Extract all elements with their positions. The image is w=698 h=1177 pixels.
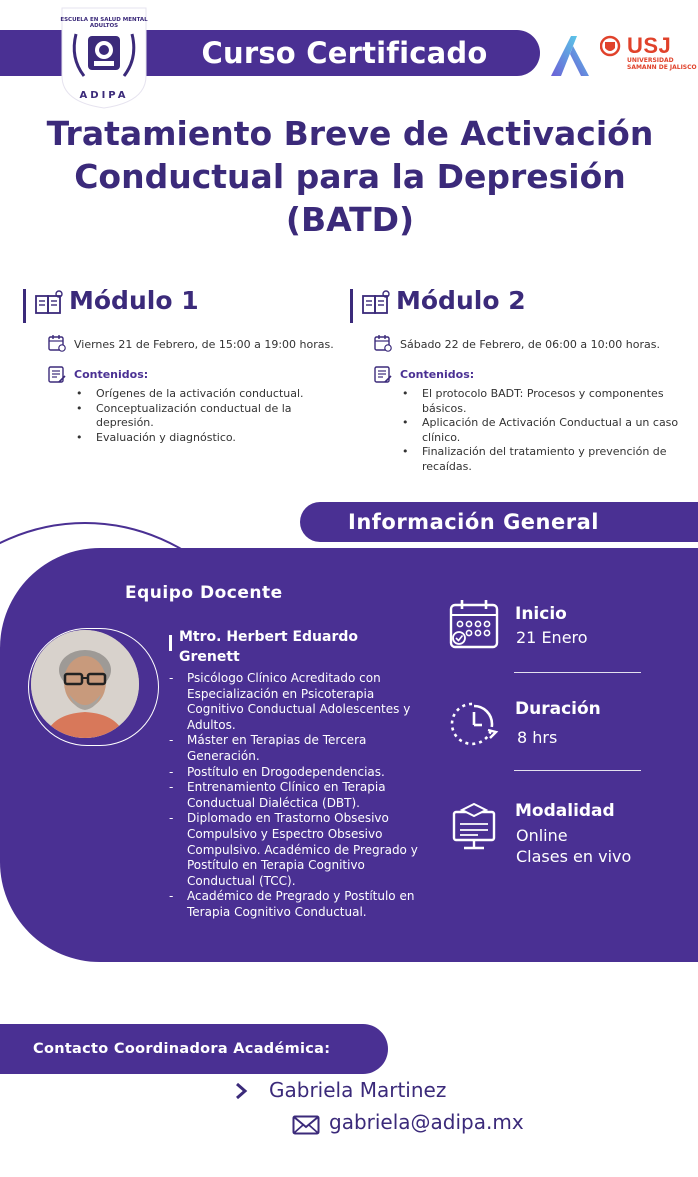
book-icon — [34, 288, 64, 318]
module1-date: Viernes 21 de Febrero, de 15:00 a 19:00 horas. — [74, 338, 334, 351]
list-item: - Postítulo en Drogodependencias. — [169, 765, 419, 781]
teacher-accent-bar — [169, 635, 172, 651]
chevron-right-icon — [233, 1082, 249, 1100]
svg-text:ADULTOS: ADULTOS — [89, 23, 119, 29]
usj-name: USJ — [627, 33, 672, 58]
list-item: • Finalización del tratamiento y prevención de recaídas. — [400, 445, 680, 474]
contact-label: Contacto Coordinadora Académica: — [0, 1024, 388, 1074]
contact-email[interactable]: gabriela@adipa.mx — [329, 1110, 524, 1134]
a-brand-logo — [549, 34, 591, 78]
svg-text:ESCUELA EN SALUD MENTAL: ESCUELA EN SALUD MENTAL — [60, 17, 148, 23]
svg-text:ADIPA: ADIPA — [79, 90, 129, 101]
book-icon — [361, 288, 391, 318]
course-title: Tratamiento Breve de Activación Conductual para la Depresión (BATD) — [46, 114, 654, 239]
clock-icon — [448, 698, 500, 750]
module2-contents-list — [400, 387, 680, 474]
module2-title: Módulo 2 — [396, 286, 526, 315]
teacher-bio — [169, 671, 419, 921]
list-item: - Psicólogo Clínico Acreditado con Especialización en Psicoterapia Cognitivo Conductual Adolescentes y Adultos. — [169, 671, 419, 733]
module2-contents-label: Contenidos: — [400, 368, 475, 381]
contents-icon — [48, 366, 66, 384]
list-item: • Conceptualización conductual de la depresión. — [74, 402, 334, 431]
inicio-label: Inicio — [515, 604, 567, 624]
modalidad-value-live: Clases en vivo — [516, 847, 632, 866]
list-item: - Máster en Terapias de Tercera Generación. — [169, 733, 419, 764]
adipa-logo — [58, 6, 150, 110]
list-item: - Académico de Pregrado y Postítulo en Terapia Cognitivo Conductual. — [169, 889, 419, 920]
list-item: - Entrenamiento Clínico en Terapia Conductual Dialéctica (DBT). — [169, 780, 419, 811]
module1-title: Módulo 1 — [69, 286, 199, 315]
list-item: • Evaluación y diagnóstico. — [74, 431, 334, 446]
header-title: Curso Certificado — [201, 36, 488, 70]
list-item: - Diplomado en Trastorno Obsesivo Compulsivo y Espectro Obsesivo Compulsivo. Académico de Pregrado y Postítulo en Terapia Cognitivo Conductual (TCC). — [169, 811, 419, 889]
contact-name: Gabriela Martinez — [269, 1078, 447, 1102]
list-item: • Aplicación de Activación Conductual a un caso clínico. — [400, 416, 680, 445]
module2-date: Sábado 22 de Febrero, de 06:00 a 10:00 horas. — [400, 338, 660, 351]
divider — [514, 672, 641, 673]
module2-accent-bar — [350, 289, 353, 323]
calendar-icon — [48, 334, 66, 352]
modalidad-value-online: Online — [516, 826, 568, 845]
team-label: Equipo Docente — [125, 583, 283, 603]
online-class-icon — [450, 802, 502, 854]
teacher-name: Mtro. Herbert Eduardo Grenett — [179, 629, 358, 665]
inicio-value: 21 Enero — [516, 628, 588, 647]
module1-contents-label: Contenidos: — [74, 368, 149, 381]
info-general-title: Información General — [300, 502, 698, 542]
list-item: • Orígenes de la activación conductual. — [74, 387, 334, 402]
divider — [514, 770, 641, 771]
module1-contents-list — [74, 387, 334, 445]
usj-subtext: UNIVERSIDAD SAMANN DE JALISCO — [627, 57, 697, 71]
calendar-icon — [448, 598, 500, 650]
modalidad-label: Modalidad — [515, 801, 615, 821]
calendar-icon — [374, 334, 392, 352]
duracion-label: Duración — [515, 699, 601, 719]
list-item: • El protocolo BADT: Procesos y componentes básicos. — [400, 387, 680, 416]
mail-icon — [292, 1115, 320, 1135]
duracion-value: 8 hrs — [517, 728, 558, 747]
teacher-photo — [31, 630, 139, 738]
module1-accent-bar — [23, 289, 26, 323]
contents-icon — [374, 366, 392, 384]
